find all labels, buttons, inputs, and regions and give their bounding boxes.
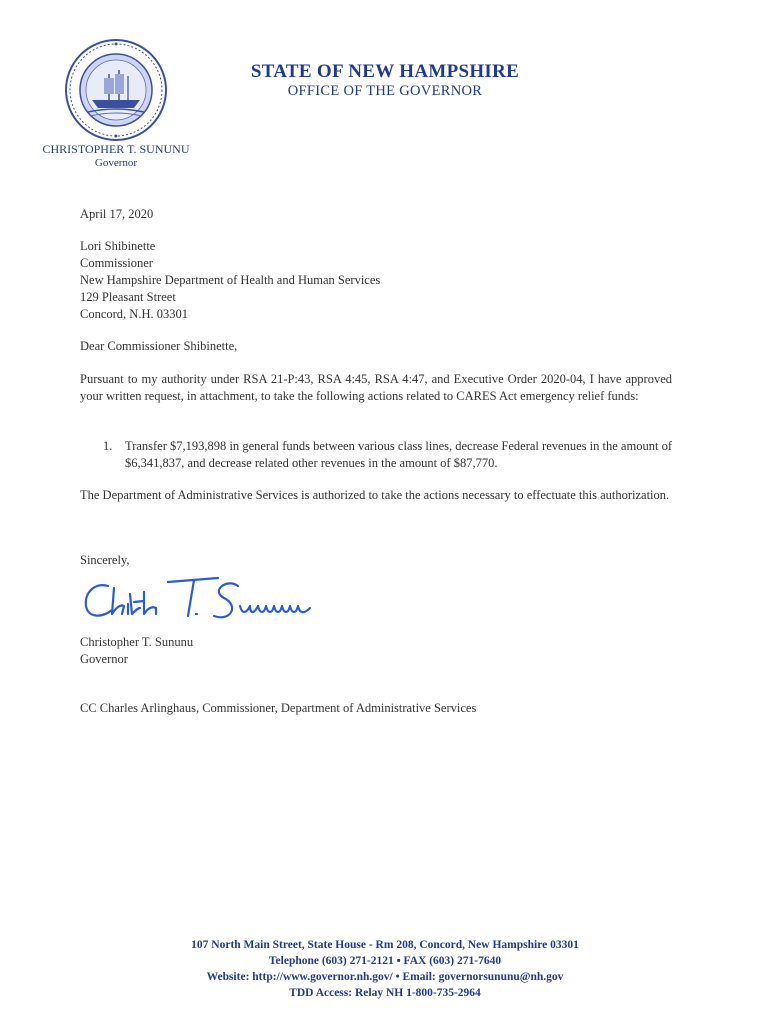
body-paragraph-1: Pursuant to my authority under RSA 21-P:43, RSA 4:45, RSA 4:47, and Executive Order 2020-04, I have approved your written request, in attachment, to take the following actions related to CARES Act emergency relief funds: bbox=[80, 372, 672, 403]
list-item-text: Transfer $7,193,898 in general funds between various class lines, decrease Federal revenues in the amount of $6,341,837, and decrease related other revenues in the amount of $87,770. bbox=[125, 439, 672, 470]
recipient-address bbox=[80, 238, 672, 323]
recipient-street: 129 Pleasant Street bbox=[80, 290, 176, 304]
footer-address: 107 North Main Street, State House - Rm 208, Concord, New Hampshire 03301 bbox=[191, 939, 579, 951]
cc-line: CC Charles Arlinghaus, Commissioner, Department of Administrative Services bbox=[80, 701, 477, 715]
footer-tdd: TDD Access: Relay NH 1-800-735-2964 bbox=[289, 987, 481, 999]
recipient-org: New Hampshire Department of Health and Human Services bbox=[80, 273, 381, 287]
state-title: STATE OF NEW HAMPSHIRE bbox=[250, 61, 520, 82]
handwritten-signature bbox=[78, 568, 348, 628]
salutation: Dear Commissioner Shibinette, bbox=[80, 339, 238, 353]
footer-phone: Telephone (603) 271-2121 ▪ FAX (603) 271-7640 bbox=[268, 955, 502, 967]
signer-title: Governor bbox=[80, 652, 128, 666]
recipient-title: Commissioner bbox=[80, 256, 153, 270]
governor-name-heading: CHRISTOPHER T. SUNUNU bbox=[42, 142, 190, 156]
footer-web-email: Website: http://www.governor.nh.gov/ • Email: governorsununu@nh.gov bbox=[206, 971, 564, 983]
list-item-number: 1. bbox=[103, 439, 113, 453]
governor-title-heading: Governor bbox=[94, 157, 138, 169]
letter-date: April 17, 2020 bbox=[80, 207, 154, 221]
office-title: OFFICE OF THE GOVERNOR bbox=[287, 83, 483, 99]
signer-name: Christopher T. Sununu bbox=[80, 635, 194, 649]
recipient-name: Lori Shibinette bbox=[80, 239, 156, 253]
closing: Sincerely, bbox=[80, 553, 130, 567]
body-paragraph-2: The Department of Administrative Services is authorized to take the actions necessary to effectuate this authorization. bbox=[80, 488, 670, 502]
state-seal-icon bbox=[64, 38, 168, 142]
recipient-city: Concord, N.H. 03301 bbox=[80, 307, 188, 321]
